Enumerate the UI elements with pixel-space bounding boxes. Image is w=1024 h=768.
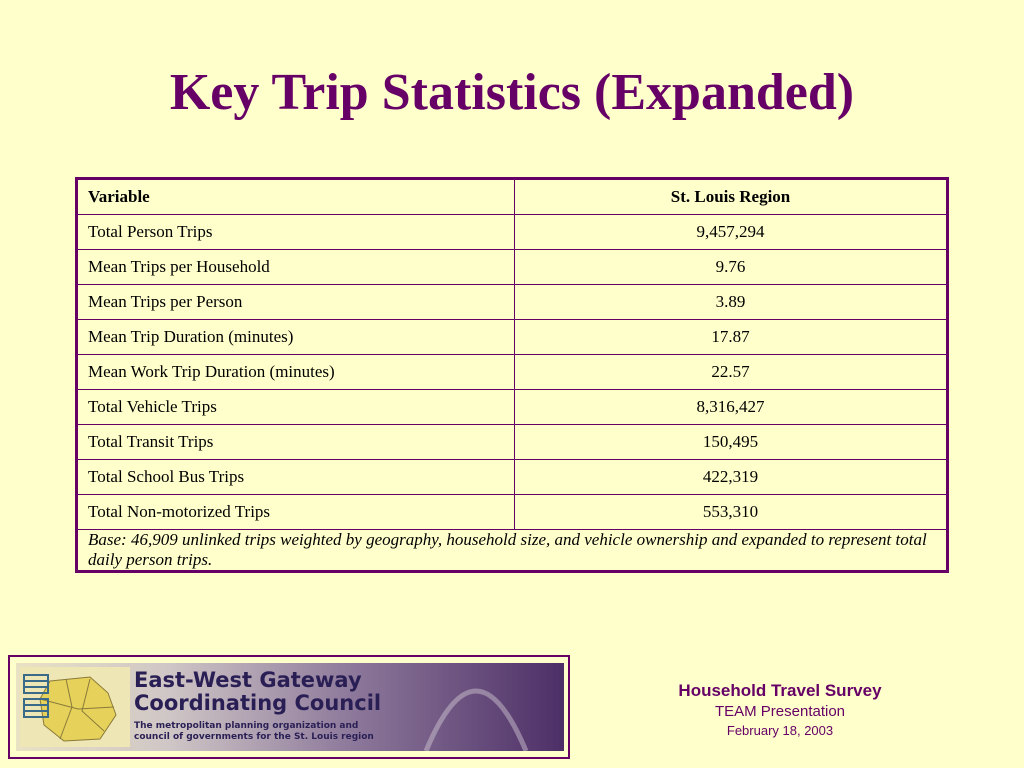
row-value: 150,495 [515, 425, 948, 460]
table-row [77, 320, 948, 355]
footer-presentation-name: TEAM Presentation [714, 703, 846, 720]
gateway-arch-icon [416, 671, 536, 751]
footer-date: February 18, 2003 [726, 723, 834, 738]
row-variable: Total Vehicle Trips [77, 390, 515, 425]
row-variable: Total School Bus Trips [77, 460, 515, 495]
table-row [77, 390, 948, 425]
row-value: 3.89 [515, 285, 948, 320]
table-row [77, 425, 948, 460]
organization-tagline: The metropolitan planning organization and council of governments for the St. Louis region [134, 721, 374, 742]
row-value: 422,319 [515, 460, 948, 495]
header-variable: Variable [77, 179, 515, 215]
row-variable: Total Non-motorized Trips [77, 495, 515, 530]
header-region: St. Louis Region [515, 179, 948, 215]
row-value: 17.87 [515, 320, 948, 355]
row-variable: Mean Trip Duration (minutes) [77, 320, 515, 355]
table-row [77, 250, 948, 285]
organization-logo [16, 663, 564, 751]
row-value: 8,316,427 [515, 390, 948, 425]
slide-title: Key Trip Statistics (Expanded) [169, 64, 855, 121]
table-row [77, 285, 948, 320]
row-value: 553,310 [515, 495, 948, 530]
row-variable: Mean Work Trip Duration (minutes) [77, 355, 515, 390]
trip-statistics-table [75, 177, 949, 573]
table-row [77, 495, 948, 530]
row-variable: Total Person Trips [77, 215, 515, 250]
presentation-footer [600, 680, 960, 740]
row-variable: Total Transit Trips [77, 425, 515, 460]
table-footnote-row [77, 530, 948, 572]
organization-logo-frame [8, 655, 570, 759]
footer-survey-title: Household Travel Survey [678, 681, 882, 700]
row-value: 9,457,294 [515, 215, 948, 250]
row-variable: Mean Trips per Household [77, 250, 515, 285]
organization-name: East-West Gateway Coordinating Council [134, 668, 382, 715]
table-header-row [77, 179, 948, 215]
council-emblem-icon [20, 667, 130, 747]
table-row [77, 215, 948, 250]
table-footnote: Base: 46,909 unlinked trips weighted by geography, household size, and vehicle ownership and expanded to represent total daily person trips. [77, 530, 948, 572]
row-variable: Mean Trips per Person [77, 285, 515, 320]
table-row [77, 460, 948, 495]
table-row [77, 355, 948, 390]
row-value: 22.57 [515, 355, 948, 390]
row-value: 9.76 [515, 250, 948, 285]
